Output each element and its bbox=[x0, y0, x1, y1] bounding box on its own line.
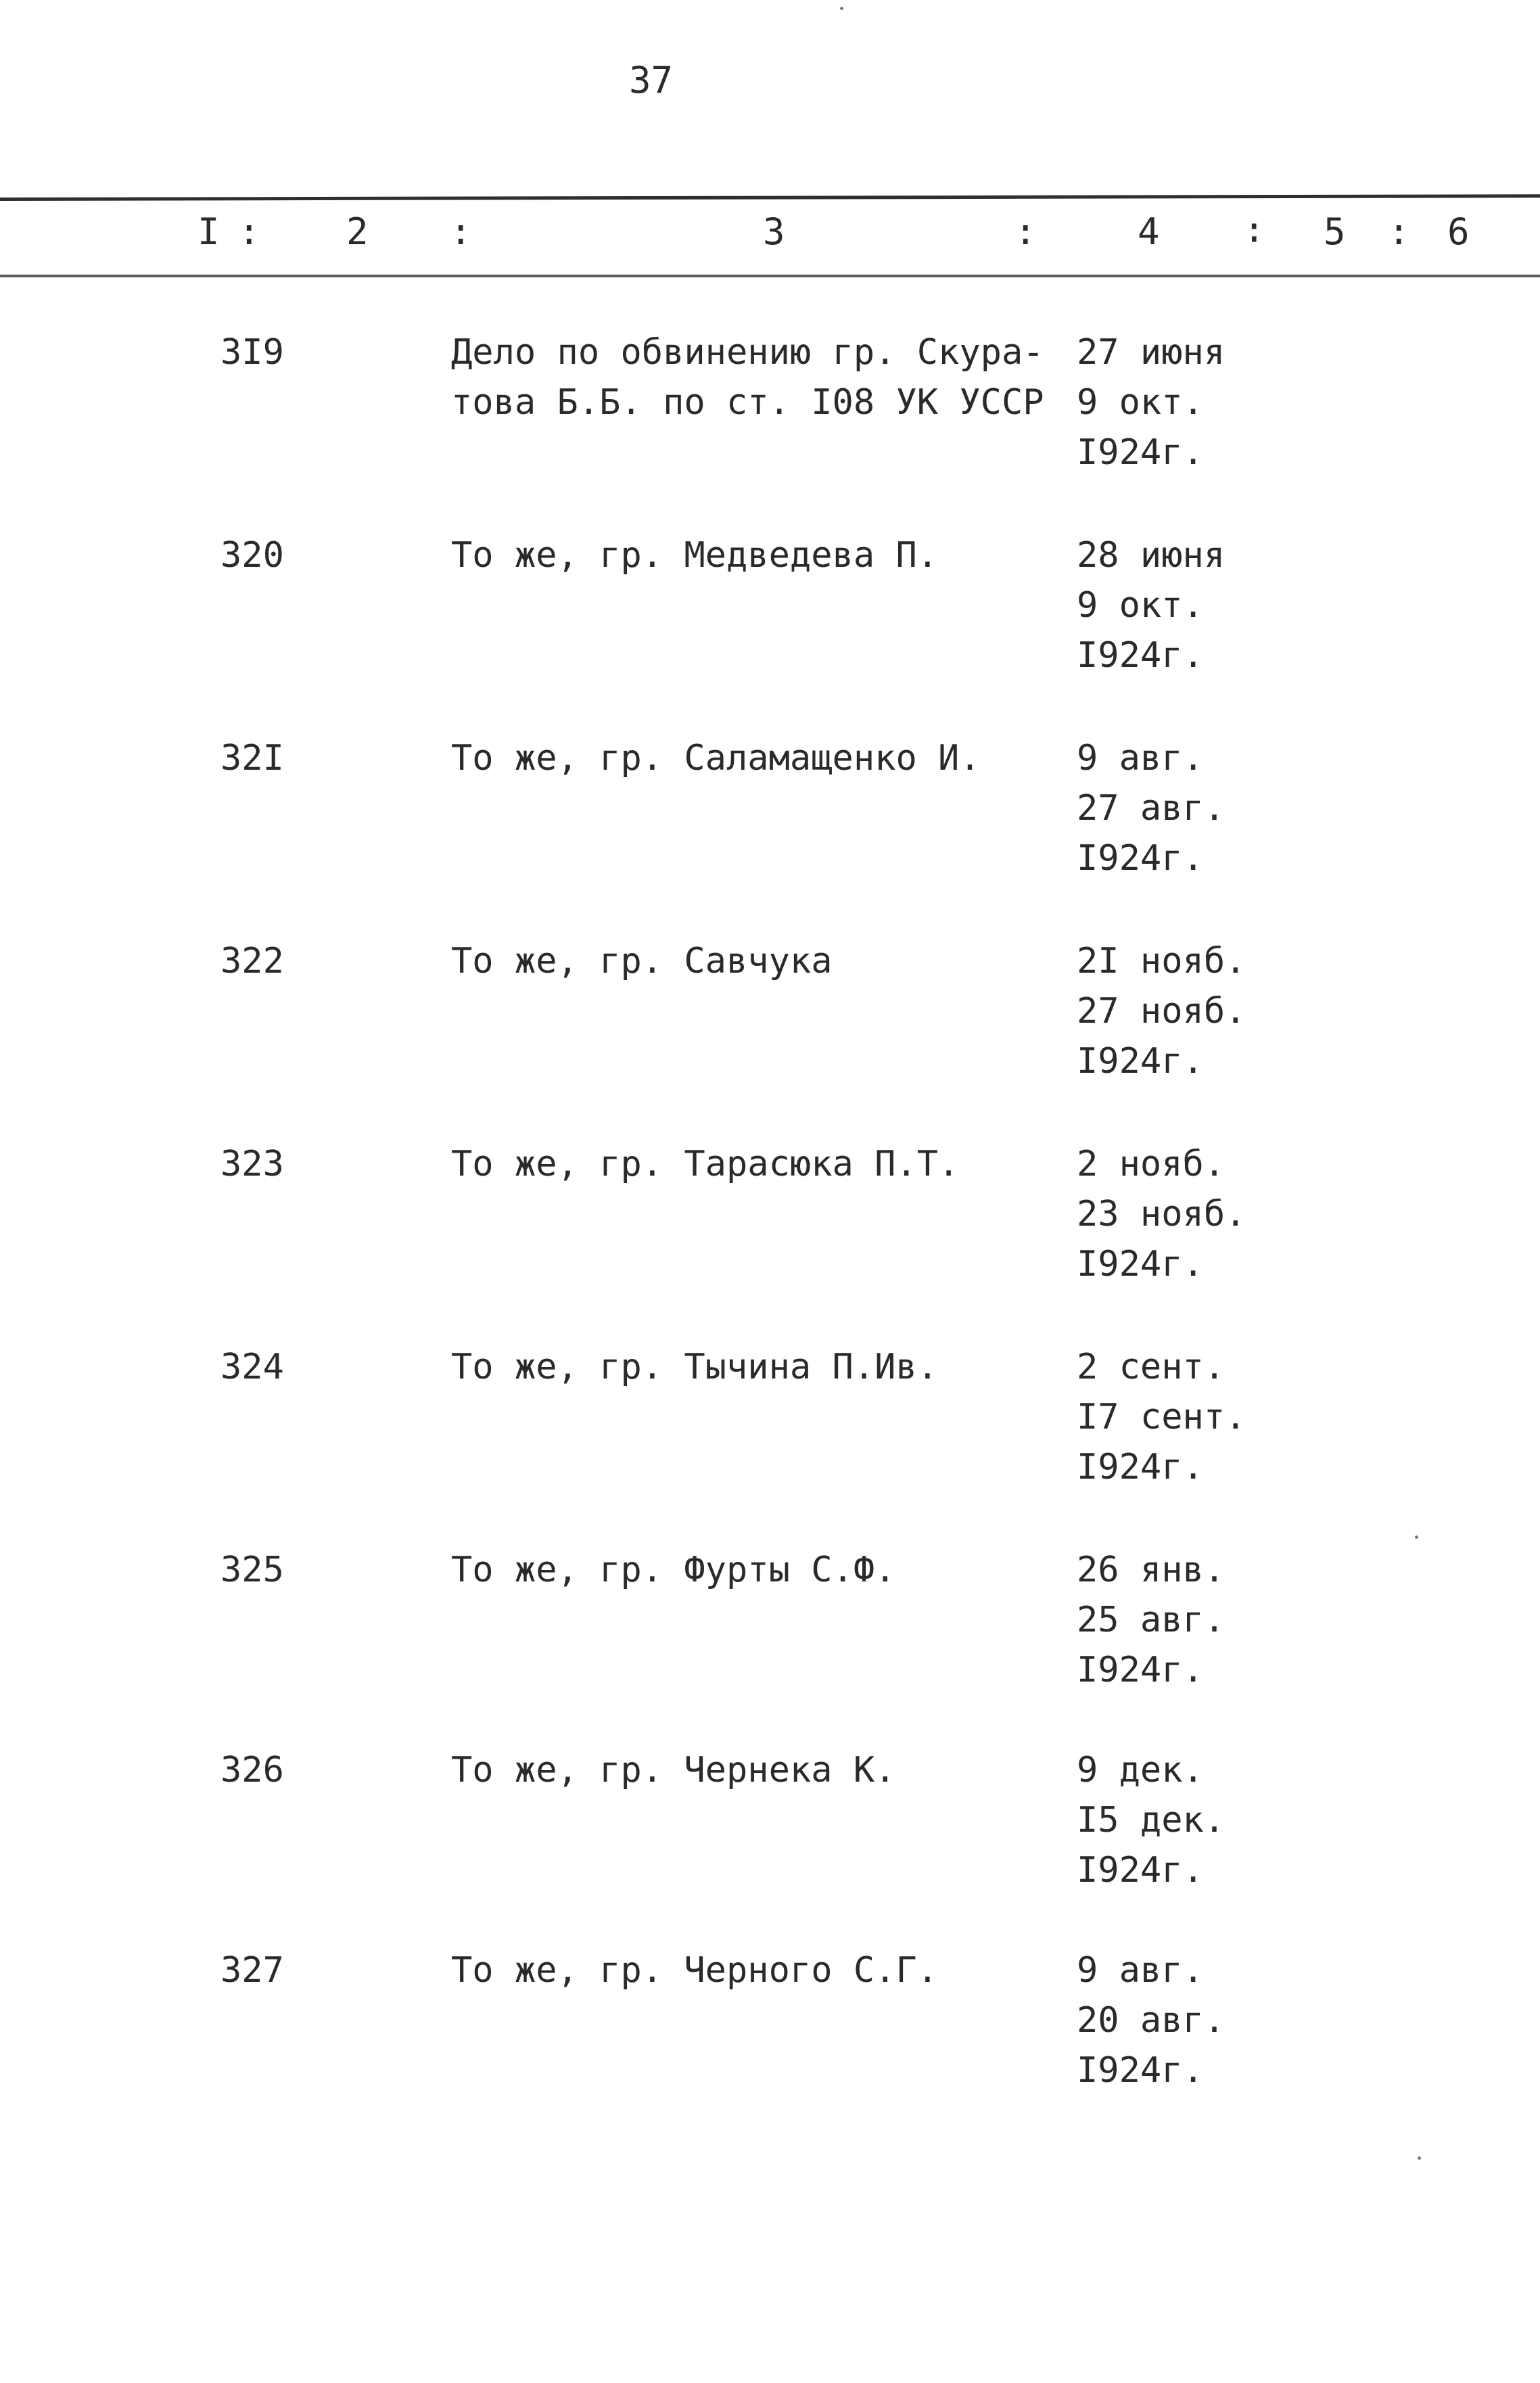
date-end: 27 авг. bbox=[1077, 788, 1226, 829]
date-year: I924г. bbox=[1077, 838, 1204, 879]
date-end: I5 дек. bbox=[1077, 1800, 1226, 1841]
date-year: I924г. bbox=[1077, 1244, 1204, 1285]
case-number: 326 bbox=[220, 1750, 284, 1790]
case-number: 323 bbox=[220, 1144, 284, 1184]
case-dates bbox=[1077, 1745, 1225, 1895]
case-description bbox=[451, 1139, 1060, 1189]
date-year: I924г. bbox=[1077, 2050, 1204, 2091]
date-start: 2I нояб. bbox=[1077, 941, 1246, 981]
scan-speck bbox=[1415, 1535, 1418, 1539]
scan-speck bbox=[1418, 2156, 1421, 2160]
case-dates bbox=[1077, 733, 1225, 883]
case-description bbox=[451, 733, 1060, 783]
case-dates bbox=[1077, 1545, 1225, 1695]
column-separator: : bbox=[450, 210, 472, 253]
date-year: I924г. bbox=[1077, 1041, 1204, 1082]
description-line: То же, гр. Тычина П.Ив. bbox=[451, 1347, 939, 1387]
date-start: 9 дек. bbox=[1077, 1750, 1204, 1790]
page-number: 37 bbox=[629, 59, 674, 101]
date-end: 9 окт. bbox=[1077, 585, 1204, 626]
case-description bbox=[451, 1342, 1060, 1392]
date-end: 23 нояб. bbox=[1077, 1194, 1246, 1234]
date-start: 26 янв. bbox=[1077, 1550, 1226, 1590]
case-dates bbox=[1077, 530, 1225, 680]
column-header-3: 3 bbox=[763, 210, 785, 253]
case-number: 327 bbox=[220, 1950, 284, 1991]
case-dates bbox=[1077, 1945, 1225, 2096]
date-year: I924г. bbox=[1077, 432, 1204, 473]
date-start: 28 июня bbox=[1077, 535, 1226, 576]
column-header-1: I bbox=[197, 210, 220, 253]
column-header-4: 4 bbox=[1138, 210, 1160, 253]
column-separator: : bbox=[1388, 210, 1410, 253]
scan-speck bbox=[840, 7, 843, 10]
date-start: 9 авг. bbox=[1077, 738, 1204, 779]
case-description bbox=[451, 1545, 1060, 1595]
description-line: То же, гр. Чернека К. bbox=[451, 1750, 896, 1790]
date-start: 27 июня bbox=[1077, 332, 1226, 373]
column-separator: ∶ bbox=[1243, 210, 1265, 253]
date-start: 2 сент. bbox=[1077, 1347, 1226, 1387]
description-line: това Б.Б. по ст. I08 УК УССР bbox=[451, 382, 1044, 423]
date-year: I924г. bbox=[1077, 1850, 1204, 1891]
case-dates bbox=[1077, 936, 1246, 1086]
case-number: 320 bbox=[220, 535, 284, 576]
description-line: То же, гр. Тарасюка П.Т. bbox=[451, 1144, 960, 1184]
header-bottom-rule bbox=[0, 275, 1540, 277]
case-number: 325 bbox=[220, 1550, 284, 1590]
case-description bbox=[451, 327, 1060, 427]
case-description bbox=[451, 530, 1060, 580]
case-number: 324 bbox=[220, 1347, 284, 1387]
description-line: Дело по обвинению гр. Скура- bbox=[451, 332, 1044, 373]
column-header-5: 5 bbox=[1324, 210, 1346, 253]
date-end: I7 сент. bbox=[1077, 1397, 1246, 1437]
date-end: 20 авг. bbox=[1077, 2000, 1226, 2041]
case-number: 322 bbox=[220, 941, 284, 981]
description-line: То же, гр. Медведева П. bbox=[451, 535, 939, 576]
date-start: 2 нояб. bbox=[1077, 1144, 1226, 1184]
case-dates bbox=[1077, 1139, 1246, 1289]
case-description bbox=[451, 1945, 1060, 1995]
date-end: 9 окт. bbox=[1077, 382, 1204, 423]
description-line: То же, гр. Савчука bbox=[451, 941, 833, 981]
case-number: 32I bbox=[220, 738, 284, 779]
column-separator: : bbox=[238, 210, 260, 253]
date-year: I924г. bbox=[1077, 635, 1204, 676]
case-description bbox=[451, 1745, 1060, 1795]
description-line: То же, гр. Черного С.Г. bbox=[451, 1950, 939, 1991]
header-top-rule bbox=[0, 194, 1540, 201]
case-number: 3I9 bbox=[220, 332, 284, 373]
description-line: То же, гр. Саламащенко И. bbox=[451, 738, 981, 779]
date-end: 25 авг. bbox=[1077, 1600, 1226, 1640]
column-header-6: 6 bbox=[1447, 210, 1470, 253]
column-separator: : bbox=[1014, 210, 1037, 253]
case-dates bbox=[1077, 1342, 1246, 1492]
column-header-2: 2 bbox=[346, 210, 369, 253]
date-year: I924г. bbox=[1077, 1447, 1204, 1487]
case-dates bbox=[1077, 327, 1225, 478]
description-line: То же, гр. Фурты С.Ф. bbox=[451, 1550, 896, 1590]
date-start: 9 авг. bbox=[1077, 1950, 1204, 1991]
date-end: 27 нояб. bbox=[1077, 991, 1246, 1032]
case-description bbox=[451, 936, 1060, 986]
date-year: I924г. bbox=[1077, 1650, 1204, 1690]
